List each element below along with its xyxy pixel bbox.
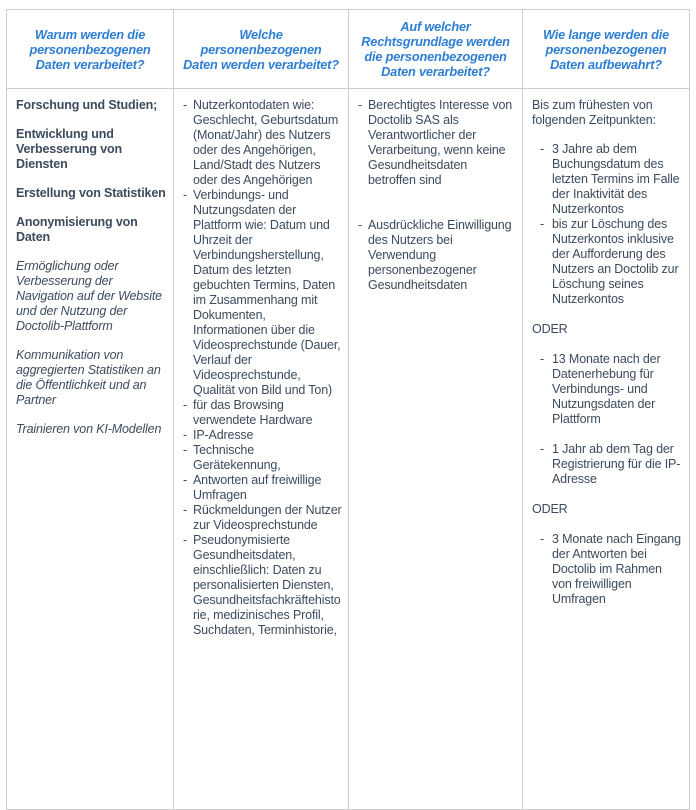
header-legal-basis: Auf welcher Rechtsgrundlage werden die personenbezogenen Daten verarbeitet? [349,10,523,89]
header-why-processed: Warum werden die personenbezogenen Daten verarbeitet? [7,10,174,89]
header-which-data: Welche personenbezogenen Daten werden verarbeitet? [174,10,349,89]
retention-intro: Bis zum frühesten von folgenden Zeitpunkten: [532,98,656,127]
personal-data-item: - Pseudonymisierte Gesundheitsdaten, einschließlich: Daten zu personalisierten Diensten, Gesundheitsfachkräftehistorie, medizinisches Profil, Suchdaten, Terminhistorie, [183,533,343,638]
purpose-cell [7,89,174,809]
personal-data-item: - Antworten auf freiwillige Umfragen [183,473,343,503]
oder-separator: ODER [532,322,568,336]
personal-data-item: - Verbindungs- und Nutzungsdaten der Plattform wie: Datum und Uhrzeit der Verbindungsherstellung, Datum des letzten gebuchten Termins, Daten im Zusammenhang mit Dokumenten, Informationen über die Videosprechstunde (Dauer, Verlauf der Videosprechstunde, Qualität von Bild und Ton) [183,188,343,398]
retention-item: - 13 Monate nach der Datenerhebung für Verbindungs- und Nutzungsdaten der Plattform [532,352,684,427]
purpose-item: Forschung und Studien; [16,98,158,112]
personal-data-cell [174,89,349,809]
retention-item: - 1 Jahr ab dem Tag der Registrierung für die IP-Adresse [532,442,684,487]
purpose-item: Trainieren von KI-Modellen [16,422,162,436]
personal-data-item: - für das Browsing verwendete Hardware [183,398,343,428]
personal-data-item: - Nutzerkontodaten wie: Geschlecht, Geburtsdatum (Monat/Jahr) des Nutzers oder des Angehörigen, Land/Stadt des Nutzers oder des Angehörigen [183,98,343,188]
purpose-item: Kommunikation von aggregierten Statistiken an die Öffentlichkeit und an Partner [16,348,161,407]
personal-data-item: - IP-Adresse [183,428,343,443]
purpose-item: Ermöglichung oder Verbesserung der Navigation auf der Website und der Nutzung der Doctolib-Plattform [16,259,162,333]
oder-separator: ODER [532,502,568,516]
retention-cell [523,89,689,809]
header-retention: Wie lange werden die personenbezogenen Daten aufbewahrt? [523,10,689,89]
personal-data-item: - Technische Gerätekennung, [183,443,343,473]
privacy-data-table [6,9,690,810]
legal-basis-cell [349,89,523,809]
purpose-item: Entwicklung und Verbesserung von Diensten [16,127,122,171]
legal-basis-item: - Berechtigtes Interesse von Doctolib SAS als Verantwortlicher der Verarbeitung, wenn keine Gesundheitsdaten betroffen sind [358,98,517,188]
retention-item: - 3 Monate nach Eingang der Antworten bei Doctolib im Rahmen von freiwilligen Umfragen [532,532,684,607]
purpose-item: Anonymisierung von Daten [16,215,138,244]
retention-item: - bis zur Löschung des Nutzerkontos inklusive der Aufforderung des Nutzers an Doctolib zur Löschung seines Nutzerkontos [532,217,684,307]
purpose-item: Erstellung von Statistiken [16,186,166,200]
personal-data-item: - Rückmeldungen der Nutzer zur Videosprechstunde [183,503,343,533]
retention-item: - 3 Jahre ab dem Buchungsdatum des letzten Termins im Falle der Inaktivität des Nutzerkontos [532,142,684,217]
legal-basis-item: - Ausdrückliche Einwilligung des Nutzers bei Verwendung personenbezogener Gesundheitsdaten [358,218,517,293]
